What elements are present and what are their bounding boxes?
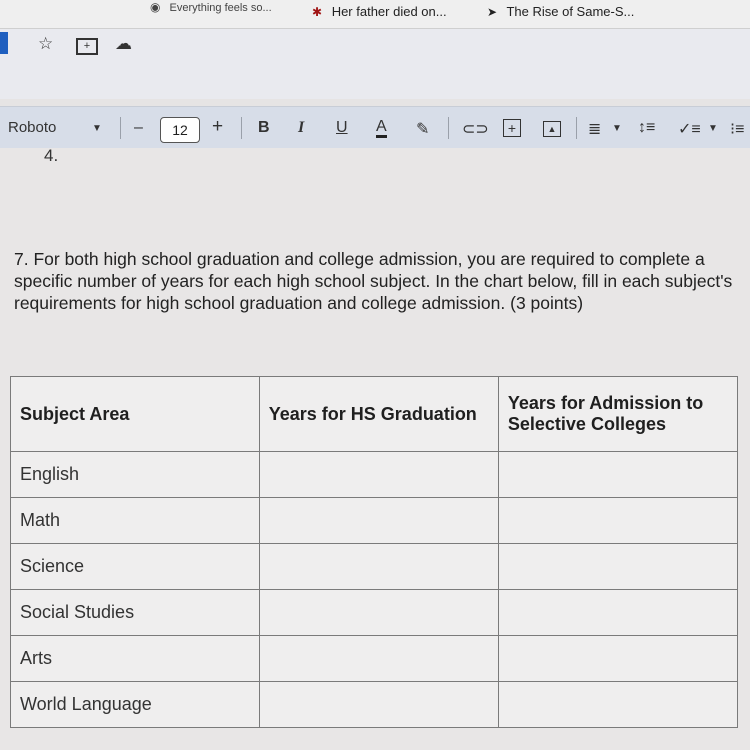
table-cell[interactable]: Social Studies [11, 590, 260, 636]
star-icon[interactable]: ☆ [38, 34, 54, 53]
bookmark-item[interactable] [150, 0, 272, 14]
bookmarks-bar [0, 0, 750, 29]
divider [120, 117, 121, 139]
divider [448, 117, 449, 139]
title-bar [0, 29, 750, 99]
decrease-font-size-button[interactable]: – [134, 119, 143, 136]
docs-logo[interactable] [0, 32, 8, 54]
table-cell[interactable]: Science [11, 544, 260, 590]
table-cell[interactable] [259, 590, 498, 636]
underline-button[interactable]: U [336, 119, 348, 136]
font-select[interactable]: Roboto [8, 119, 57, 136]
bookmark-label: Everything feels so... [169, 2, 272, 14]
table-row [11, 636, 738, 682]
highlight-pen-icon[interactable]: ✎ [416, 121, 430, 138]
question-text: 7. For both high school graduation and college admission, you are required to complete a specific number of years for each high school subject. In the chart below, fill in each subject's requirements for high school graduation and college admission. (3 points) [14, 249, 733, 313]
cloud-status-icon[interactable]: ☁ [115, 34, 132, 53]
move-to-folder-icon[interactable]: + [76, 38, 98, 55]
divider [576, 117, 577, 139]
bookmark-label: The Rise of Same-S... [506, 4, 635, 19]
bird-icon: ➤ [487, 5, 498, 19]
table-cell[interactable] [498, 452, 737, 498]
line-spacing-icon[interactable]: ↕≡ [638, 119, 656, 136]
chevron-down-icon[interactable]: ▼ [708, 123, 718, 134]
bookmark-item[interactable] [487, 4, 634, 19]
table-cell[interactable] [259, 636, 498, 682]
chevron-down-icon[interactable]: ▼ [92, 123, 102, 134]
insert-image-icon[interactable]: ▲ [543, 121, 561, 137]
requirements-table [10, 376, 738, 728]
table-cell[interactable]: Math [11, 498, 260, 544]
table-row [11, 544, 738, 590]
table-header-cell[interactable]: Years for Admission to Selective Colleges [498, 377, 737, 452]
table-cell[interactable]: English [11, 452, 260, 498]
insert-comment-icon[interactable]: + [503, 119, 521, 137]
table-cell[interactable] [498, 544, 737, 590]
table-row [11, 590, 738, 636]
table-header-cell[interactable]: Subject Area [11, 377, 260, 452]
checklist-icon[interactable]: ✓≡ [678, 121, 701, 138]
font-size-input[interactable]: 12 [160, 117, 200, 143]
divider [241, 117, 242, 139]
italic-button[interactable]: I [298, 119, 305, 136]
increase-font-size-button[interactable]: + [212, 116, 224, 137]
bookmark-label: Her father died on... [331, 4, 447, 19]
chevron-down-icon[interactable]: ▼ [612, 123, 622, 134]
table-cell[interactable] [259, 498, 498, 544]
table-cell[interactable] [498, 498, 737, 544]
table-row [11, 452, 738, 498]
bulleted-list-icon[interactable]: ⁝≡ [730, 121, 745, 138]
list-number: 4. [44, 146, 59, 165]
bookmark-icon: ✱ [312, 5, 323, 19]
table-cell[interactable] [259, 682, 498, 728]
table-row [11, 498, 738, 544]
table-cell[interactable] [498, 636, 737, 682]
insert-link-icon[interactable]: ⊂⊃ [462, 121, 489, 138]
text-color-button[interactable]: A [376, 119, 387, 138]
table-header-cell[interactable]: Years for HS Graduation [259, 377, 498, 452]
table-cell[interactable] [259, 452, 498, 498]
bold-button[interactable]: B [258, 119, 270, 136]
table-cell[interactable] [259, 544, 498, 590]
table-cell[interactable]: World Language [11, 682, 260, 728]
globe-icon: ◉ [150, 0, 161, 14]
bookmark-item[interactable] [312, 4, 447, 19]
table-cell[interactable]: Arts [11, 636, 260, 682]
table-cell[interactable] [498, 590, 737, 636]
align-icon[interactable]: ≣ [588, 121, 602, 138]
table-header-row [11, 377, 738, 452]
table-cell[interactable] [498, 682, 737, 728]
table-row [11, 682, 738, 728]
